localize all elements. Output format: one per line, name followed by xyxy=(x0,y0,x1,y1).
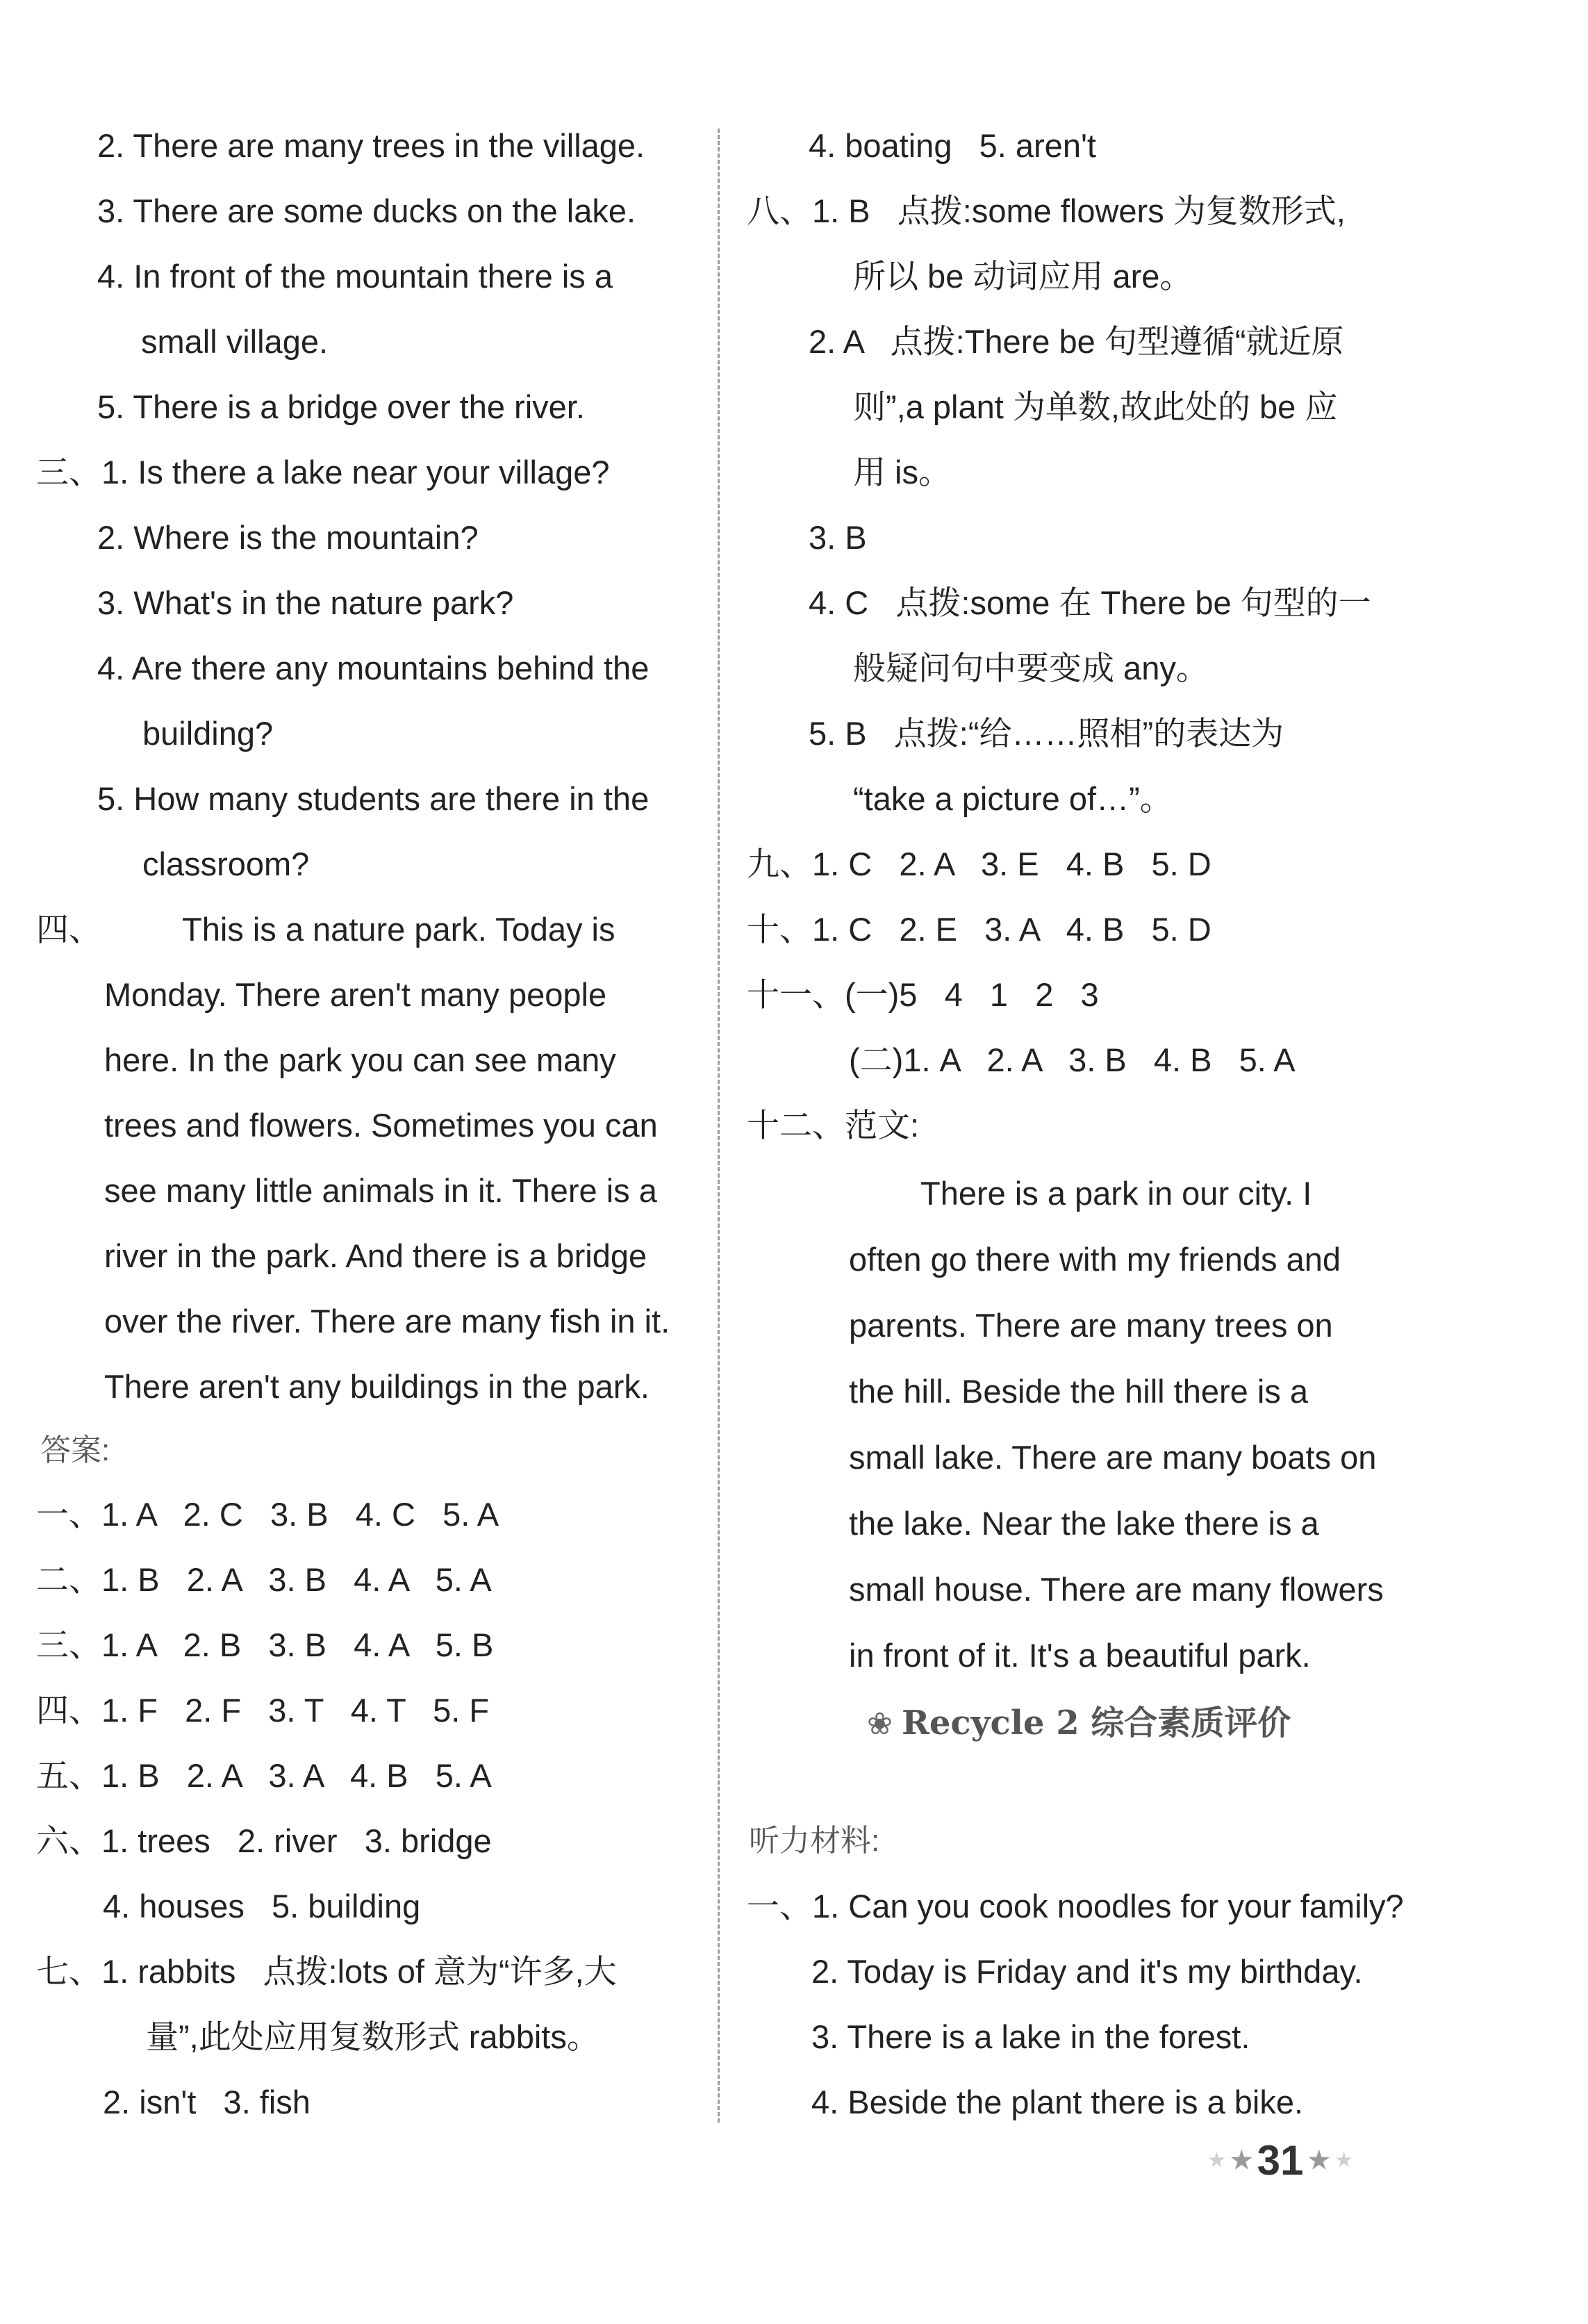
star-icon: ★ xyxy=(1229,2145,1255,2176)
line: 4. In front of the mountain there is a xyxy=(97,258,613,295)
line: 五、1. B 2. A 3. A 4. B 5. A xyxy=(36,1757,492,1794)
line: small lake. There are many boats on xyxy=(849,1439,1377,1476)
line: (二)1. A 2. A 3. B 4. B 5. A xyxy=(849,1041,1296,1078)
line: here. In the park you can see many xyxy=(104,1041,616,1078)
line: 4. houses 5. building xyxy=(103,1888,421,1925)
listening-heading: 听力材料: xyxy=(749,1824,880,1858)
line: classroom? xyxy=(142,846,310,882)
line: in front of it. It's a beautiful park. xyxy=(849,1637,1311,1674)
line: 一、1. A 2. C 3. B 4. C 5. A xyxy=(36,1496,499,1533)
page-number: ★ ★ 31 ★ ★ xyxy=(1207,2137,1354,2184)
line: 九、1. C 2. A 3. E 4. B 5. D xyxy=(747,846,1211,882)
star-icon: ★ xyxy=(1207,2149,1226,2172)
line: 十二、范文: xyxy=(747,1107,920,1144)
paw-icon: ❀ xyxy=(867,1707,893,1741)
line: 所以 be 动词应用 are。 xyxy=(853,258,1193,295)
line: 十、1. C 2. E 3. A 4. B 5. D xyxy=(747,911,1211,948)
line: There aren't any buildings in the park. xyxy=(104,1368,650,1405)
line: 八、1. B 点拨:some flowers 为复数形式, xyxy=(747,192,1346,229)
line: the hill. Beside the hill there is a xyxy=(849,1373,1308,1410)
line: 一、1. Can you cook noodles for your family? xyxy=(747,1888,1404,1925)
line: 二、1. B 2. A 3. B 4. A 5. A xyxy=(36,1561,492,1598)
line: 3. There are some ducks on the lake. xyxy=(97,192,636,229)
line: small village. xyxy=(141,323,329,360)
line: 4. C 点拨:some 在 There be 句型的一 xyxy=(809,584,1371,621)
line: often go there with my friends and xyxy=(849,1241,1341,1278)
column-divider xyxy=(718,129,720,2123)
line: 2. Where is the mountain? xyxy=(97,519,479,556)
answers-heading: 答案: xyxy=(40,1433,110,1467)
line: 十一、(一)5 4 1 2 3 xyxy=(747,976,1099,1013)
line: see many little animals in it. There is a xyxy=(104,1172,657,1209)
line: 则”,a plant 为单数,故此处的 be 应 xyxy=(853,388,1338,425)
line: 5. There is a bridge over the river. xyxy=(97,388,585,425)
line: the lake. Near the lake there is a xyxy=(849,1505,1319,1542)
line: 3. What's in the nature park? xyxy=(97,584,514,621)
line: “take a picture of…”。 xyxy=(853,780,1173,817)
line: 2. isn't 3. fish xyxy=(103,2084,311,2120)
line: parents. There are many trees on xyxy=(849,1307,1333,1344)
line: 六、1. trees 2. river 3. bridge xyxy=(36,1822,492,1859)
line: 般疑问句中要变成 any。 xyxy=(853,650,1209,686)
line: 三、1. A 2. B 3. B 4. A 5. B xyxy=(36,1626,494,1663)
section-heading: ❀ Recycle 2 综合素质评价 xyxy=(867,1704,1291,1742)
line: 量”,此处应用复数形式 rabbits。 xyxy=(146,2018,599,2055)
line: 3. B xyxy=(809,519,867,556)
line: over the river. There are many fish in it. xyxy=(104,1303,670,1340)
line: 2. There are many trees in the village. xyxy=(97,127,645,164)
star-icon: ★ xyxy=(1306,2145,1332,2176)
line: building? xyxy=(142,715,274,752)
line: 4. boating 5. aren't xyxy=(809,127,1096,164)
line: 2. A 点拨:There be 句型遵循“就近原 xyxy=(809,323,1344,360)
line: river in the park. And there is a bridge xyxy=(104,1237,647,1274)
line: small house. There are many flowers xyxy=(849,1571,1384,1608)
line: 七、1. rabbits 点拨:lots of 意为“许多,大 xyxy=(36,1953,617,1990)
line: 3. There is a lake in the forest. xyxy=(811,2018,1250,2055)
line: trees and flowers. Sometimes you can xyxy=(104,1107,658,1144)
line: 2. Today is Friday and it's my birthday. xyxy=(811,1953,1363,1990)
line: 用 is。 xyxy=(853,454,951,491)
line: 四、 This is a nature park. Today is xyxy=(36,911,615,948)
line: 三、1. Is there a lake near your village? xyxy=(36,454,610,491)
line: 5. How many students are there in the xyxy=(97,780,650,817)
line: There is a park in our city. I xyxy=(920,1175,1312,1212)
line: 4. Beside the plant there is a bike. xyxy=(811,2084,1304,2120)
star-icon: ★ xyxy=(1334,2149,1354,2172)
line: 5. B 点拨:“给……照相”的表达为 xyxy=(809,715,1284,752)
line: 4. Are there any mountains behind the xyxy=(97,650,650,686)
line: Monday. There aren't many people xyxy=(104,976,607,1013)
line: 四、1. F 2. F 3. T 4. T 5. F xyxy=(36,1692,490,1729)
